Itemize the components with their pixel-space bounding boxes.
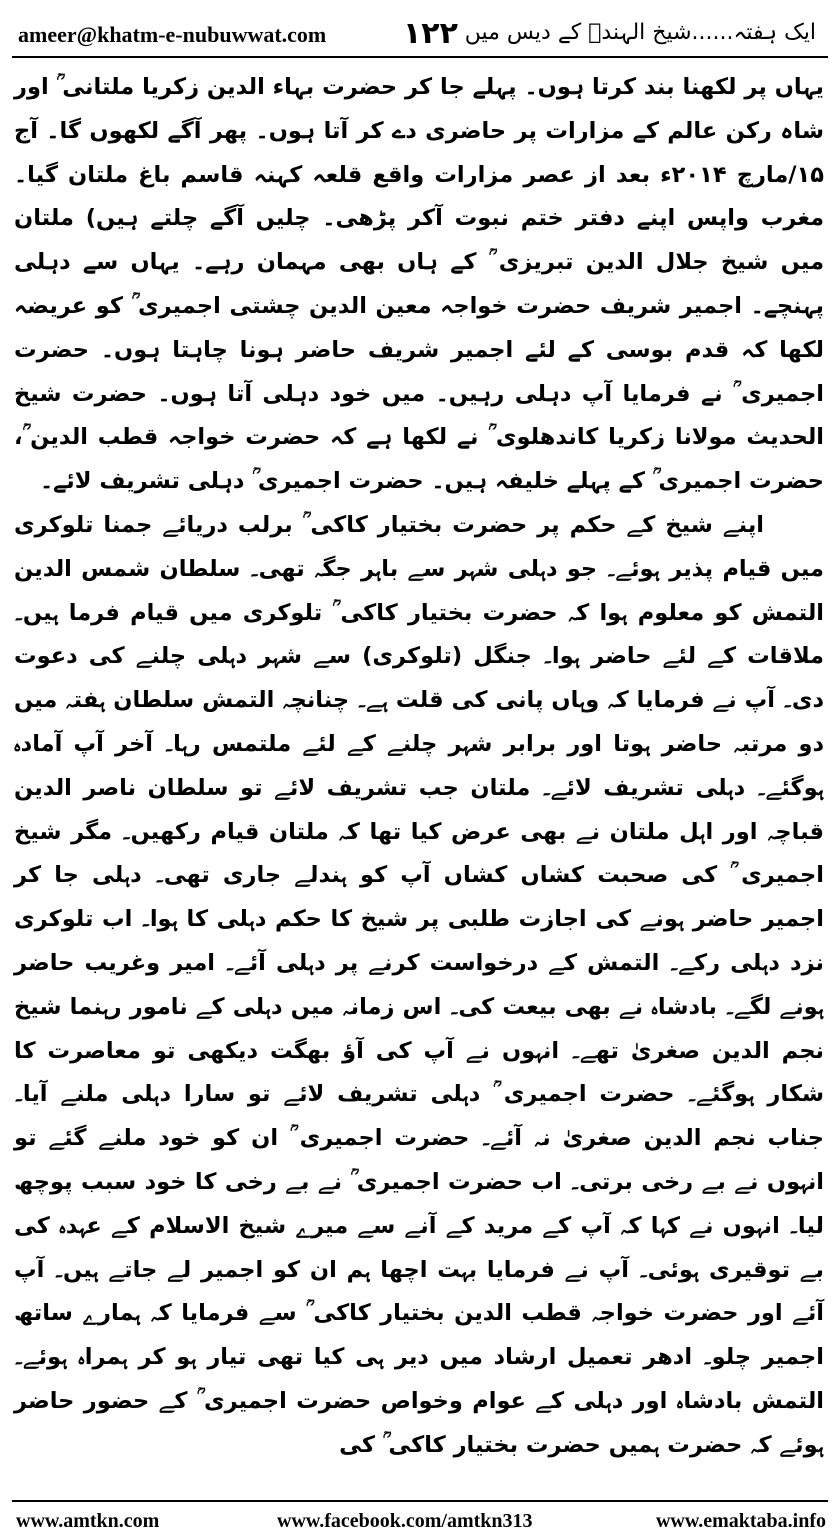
footer-link-facebook[interactable]: www.facebook.com/amtkn313 <box>277 1510 533 1532</box>
footer-link-emaktaba[interactable]: www.emaktaba.info <box>655 1510 826 1532</box>
paragraph-1: یہاں پر لکھنا بند کرتا ہوں۔ پہلے جا کر حضرت بہاء الدین زکریا ملتانی ؒ اور شاہ رکن عالم کے مزارات پر حاضری دے کر آتا ہوں۔ پھر آگے لکھوں گا۔ آج ۱۵/مارچ ۲۰۱۴ء بعد از عصر مزارات واقع قلعہ کہنہ قاسم باغ ملتان گیا۔ مغرب واپس اپنے دفتر ختم نبوت آکر پڑھی۔ چلیں آگے چلتے ہیں) ملتان میں شیخ جلال الدین تبریزی ؒ کے ہاں بھی مہمان رہے۔ یہاں سے دہلی پہنچے۔ اجمیر شریف حضرت خواجہ معین الدین چشتی اجمیری ؒ کو عریضہ لکھا کہ قدم بوسی کے لئے اجمیر شریف حاضر ہونا چاہتا ہوں۔ حضرت اجمیری ؒ نے فرمایا آپ دہلی رہیں۔ میں خود دہلی آتا ہوں۔ حضرت شیخ الحدیث مولانا زکریا کاندھلوی ؒ نے لکھا ہے کہ حضرت خواجہ قطب الدین ؒ، حضرت اجمیری ؒ کے پہلے خلیفہ ہیں۔ حضرت اجمیری ؒ دہلی تشریف لائے۔ <box>14 74 824 495</box>
footer-link-amtkn[interactable]: www.amtkn.com <box>16 1510 160 1532</box>
paragraph-2: اپنے شیخ کے حکم پر حضرت بختیار کاکی ؒ برلب دریائے جمنا تلوکری میں قیام پذیر ہوئے۔ جو دہلی شہر سے باہر جگہ تھی۔ سلطان شمس الدین التمش کو معلوم ہوا کہ حضرت بختیار کاکی ؒ تلوکری میں قیام فرما ہیں۔ ملاقات کے لئے حاضر ہوا۔ جنگل (تلوکری) سے شہر دہلی چلنے کی دعوت دی۔ آپ نے فرمایا کہ وہاں پانی کی قلت ہے۔ چنانچہ التمش سلطان ہفتہ میں دو مرتبہ حاضر ہوتا اور برابر شہر چلنے کے لئے ملتمس رہا۔ آخر آپ آمادہ ہوگئے۔ دہلی تشریف لائے۔ ملتان جب تشریف لائے تو سلطان ناصر الدین قباچہ اور اہل ملتان نے بھی عرض کیا تھا کہ ملتان قیام رکھیں۔ مگر شیخ اجمیری ؒ کی صحبت کشاں کشاں آپ کو ہندلے جاری تھی۔ دہلی جا کر اجمیر حاضر ہونے کی اجازت طلبی پر شیخ کا حکم دہلی کا ہوا۔ اب تلوکری نزد دہلی رکے۔ التمش کے درخواست کرنے پر دہلی آئے۔ امیر وغریب حاضر ہونے لگے۔ بادشاہ نے بھی بیعت کی۔ اس زمانہ میں دہلی کے نامور رہنما شیخ نجم الدین صغریٰ تھے۔ انہوں نے آپ کی آؤ بھگت دیکھی تو معاصرت کا شکار ہوگئے۔ حضرت اجمیری ؒ دہلی تشریف لائے تو سارا دہلی ملنے آیا۔ جناب نجم الدین صغریٰ نہ آئے۔ حضرت اجمیری ؒ ان کو خود ملنے گئے تو انہوں نے بے رخی برتی۔ اب حضرت اجمیری ؒ نے بے رخی کا خود سبب پوچھ لیا۔ انہوں نے کہا کہ آپ کے مرید کے آنے سے میرے شیخ الاسلام کے عہدہ کی بے توقیری ہوئی۔ آپ نے فرمایا بہت اچھا ہم ان کو اجمیر لے جاتے ہیں۔ آپ آئے اور حضرت خواجہ قطب الدین بختیار کاکی ؒ سے فرمایا کہ ہمارے ساتھ اجمیر چلو۔ ادھر تعمیل ارشاد میں دیر ہی کیا تھی تیار ہو کر ہمراہ ہوئے۔ التمش بادشاہ اور دہلی کے عوام وخواص حضرت اجمیری ؒ کے حضور حاضر ہوئے کہ حضرت ہمیں حضرت بختیار کاکی ؒ کی <box>14 511 824 1458</box>
page-footer <box>12 1506 828 1536</box>
running-title: ایک ہفتہ......شیخ الہندؒ کے دیس میں <box>464 20 816 45</box>
body-text <box>14 66 824 1490</box>
header-email[interactable]: ameer@khatm-e-nubuwwat.com <box>18 22 327 47</box>
footer-rule <box>12 1500 828 1502</box>
page-number: ۱۲۲ <box>403 16 458 51</box>
header-rule <box>12 56 828 58</box>
